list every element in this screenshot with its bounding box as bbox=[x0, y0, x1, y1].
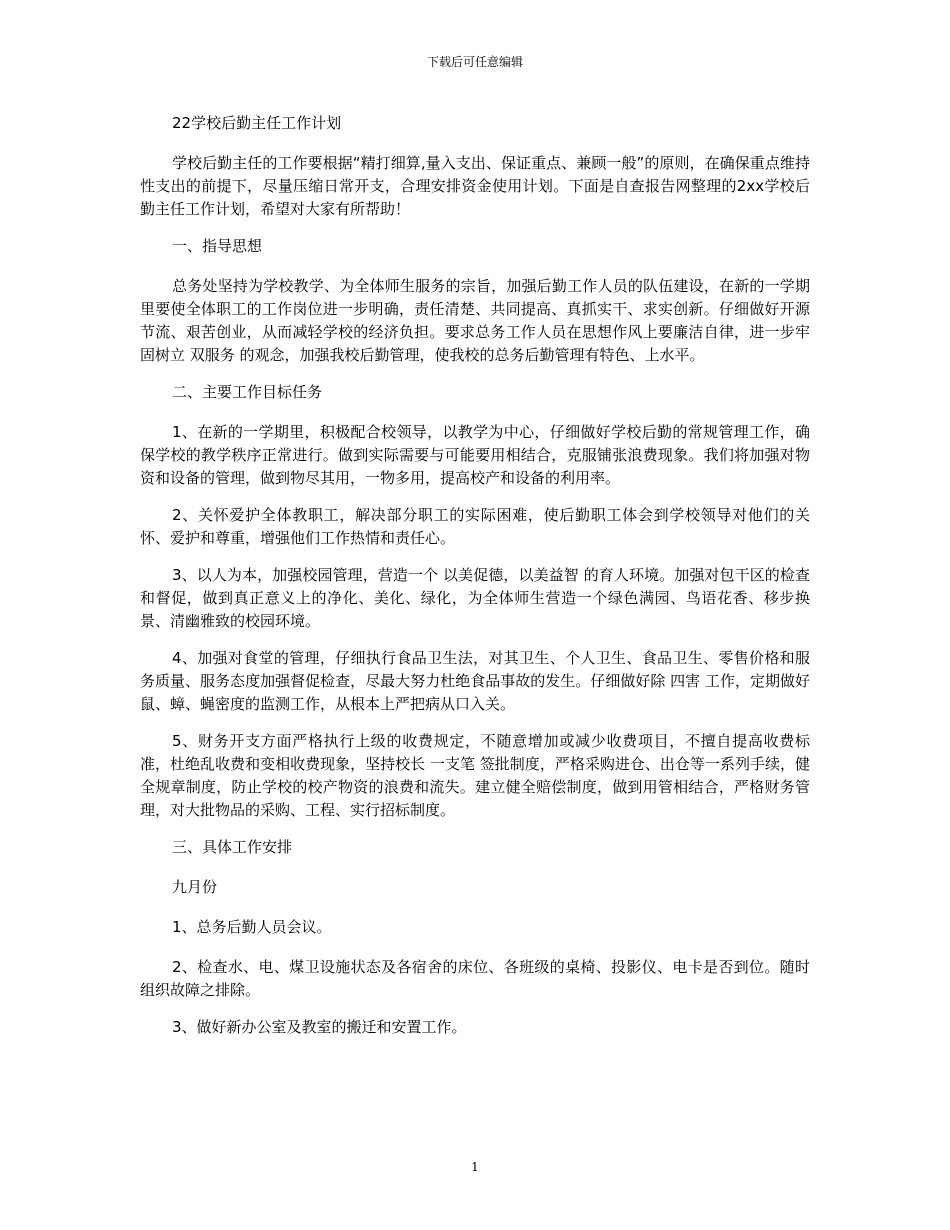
schedule-item-2: 2、检查水、电、煤卫设施状态及各宿舍的床位、各班级的桌椅、投影仪、电卡是否到位。随时组织故障之排除。 bbox=[140, 958, 810, 999]
document-body bbox=[140, 112, 810, 1053]
goal-item-4: 4、加强对食堂的管理，仔细执行食品卫生法，对其卫生、个人卫生、食品卫生、零售价格和服务质量、服务态度加强督促检查，尽最大努力杜绝食品事故的发生。仔细做好除 四害 工作，定期做好鼠、蟑、蝇密度的监测工作，从根本上严把病从口入关。 bbox=[140, 649, 810, 713]
page-number: 1 bbox=[471, 1160, 479, 1174]
intro-paragraph: 学校后勤主任的工作要根据“精打细算,量入支出、保证重点、兼顾一般”的原则，在确保重点维持性支出的前提下，尽量压缩日常开支，合理安排资金使用计划。下面是自查报告网整理的2xx学校后勤主任工作计划，希望对大家有所帮助！ bbox=[140, 154, 810, 218]
month-heading-september: 九月份 bbox=[172, 878, 218, 896]
paragraph-guiding-ideology: 总务处坚持为学校教学、为全体师生服务的宗旨，加强后勤工作人员的队伍建设，在新的一学期里要使全体职工的工作岗位进一步明确，责任清楚、共同提高、真抓实干、求实创新。仔细做好开源节流、艰苦创业，从而减轻学校的经济负担。要求总务工作人员在思想作风上要廉洁自律，进一步牢固树立 双服务 的观念，加强我校后勤管理，使我校的总务后勤管理有特色、上水平。 bbox=[140, 277, 810, 364]
section-heading-main-goals: 二、主要工作目标任务 bbox=[172, 383, 323, 401]
schedule-item-1: 1、总务后勤人员会议。 bbox=[172, 918, 332, 936]
goal-item-5: 5、财务开支方面严格执行上级的收费规定，不随意增加或减少收费项目，不擅自提高收费标准，杜绝乱收费和变相收费现象，坚持校长 一支笔 签批制度，严格采购进仓、出仓等一系列手续，健全规章制度，防止学校的校产物资的浪费和流失。建立健全赔偿制度，做到用管相结合，严格财务管理，对大批物品的采购、工程、实行招标制度。 bbox=[140, 732, 810, 819]
goal-item-1: 1、在新的一学期里，积极配合校领导，以教学为中心，仔细做好学校后勤的常规管理工作，确保学校的教学秩序正常进行。做到实际需要与可能要用相结合，克服铺张浪费现象。我们将加强对物资和设备的管理，做到物尽其用，一物多用，提高校产和设备的利用率。 bbox=[140, 423, 810, 487]
section-heading-work-schedule: 三、具体工作安排 bbox=[172, 838, 293, 856]
section-heading-guiding-ideology: 一、指导思想 bbox=[172, 237, 263, 255]
goal-item-3: 3、以人为本，加强校园管理，营造一个 以美促德，以美益智 的育人环境。加强对包干区的检查和督促，做到真正意义上的净化、美化、绿化，为全体师生营造一个绿色满园、鸟语花香、移步换景、清幽雅致的校园环境。 bbox=[140, 566, 810, 630]
goal-item-2: 2、关怀爱护全体教职工，解决部分职工的实际困难，使后勤职工体会到学校领导对他们的关怀、爱护和尊重，增强他们工作热情和责任心。 bbox=[140, 506, 810, 547]
page-header-note: 下载后可任意编辑 bbox=[426, 55, 523, 69]
document-title: 22学校后勤主任工作计划 bbox=[172, 114, 342, 132]
schedule-item-3: 3、做好新办公室及教室的搬迁和安置工作。 bbox=[172, 1018, 467, 1036]
